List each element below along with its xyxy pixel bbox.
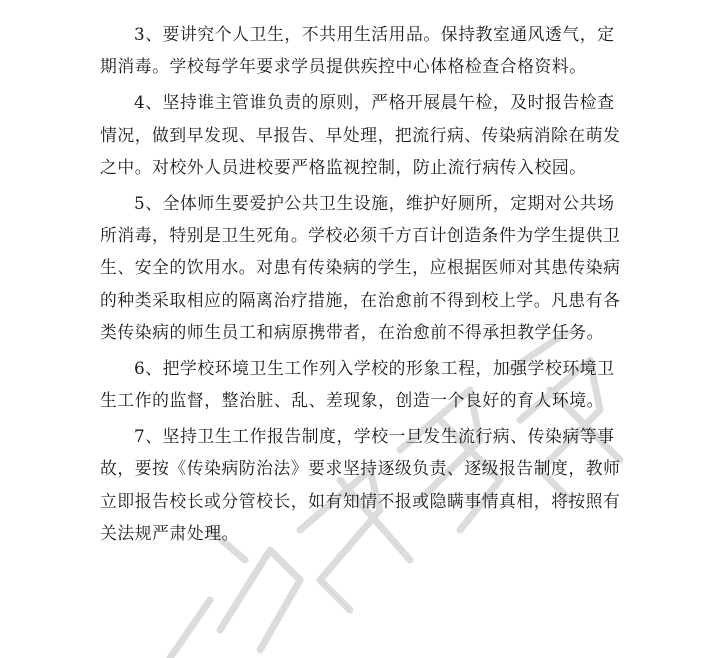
document-body (100, 0, 621, 549)
paragraph-line: 3、要讲究个人卫生，不共用生活用品。保持教室通风透气，定 (134, 24, 615, 44)
paragraph-line: 立即报告校长或分管校长，如有知情不报或隐瞒事情真相，将按照有 (100, 490, 621, 511)
paragraph-line: 期消毒。学校每学年要求学员提供疾控中心体格检查合格资料。 (100, 56, 587, 77)
paragraph-line: 5、全体师生要爱护公共卫生设施，维护好厕所，定期对公共场 (134, 192, 615, 213)
paragraph-6 (100, 352, 615, 416)
paragraph-line: 的种类采取相应的隔离治疗措施，在治愈前不得到校上学。凡患有各 (100, 289, 621, 310)
paragraph-line: 生、安全的饮用水。对患有传染病的学生，应根据医师对其患传染病 (100, 257, 621, 278)
paragraph-3 (100, 18, 615, 82)
paragraph-line: 4、坚持谁主管谁负责的原则，严格开展晨午检，及时报告检查 (134, 92, 615, 113)
paragraph-line: 6、把学校环境卫生工作列入学校的形象工程，加强学校环境卫 (134, 357, 615, 378)
paragraph-line: 7、坚持卫生工作报告制度，学校一旦发生流行病、传染病等事 (134, 426, 615, 447)
paragraph-5 (100, 187, 621, 348)
paragraph-line: 情况，做到早发现、早报告、早处理，把流行病、传染病消除在萌发 (100, 124, 621, 145)
paragraph-line: 生工作的监督，整治脏、乱、差现象，创造一个良好的育人环境。 (100, 390, 605, 411)
paragraph-line: 之中。对校外人员进校要严格监视控制，防止流行病传入校园。 (100, 156, 587, 177)
paragraph-line: 类传染病的师生员工和病原携带者，在治愈前不得承担教学任务。 (100, 321, 605, 342)
paragraph-line: 所消毒，特别是卫生死角。学校必须千方百计创造条件为学生提供卫 (100, 225, 621, 246)
paragraph-4 (100, 86, 621, 183)
paragraph-7 (100, 420, 621, 549)
top-spacer (100, 0, 615, 18)
paragraph-line: 故，要按《传染病防治法》要求坚持逐级负责、逐级报告制度，教师 (100, 458, 621, 479)
paragraph-line: 关法规严肃处理。 (100, 522, 240, 543)
